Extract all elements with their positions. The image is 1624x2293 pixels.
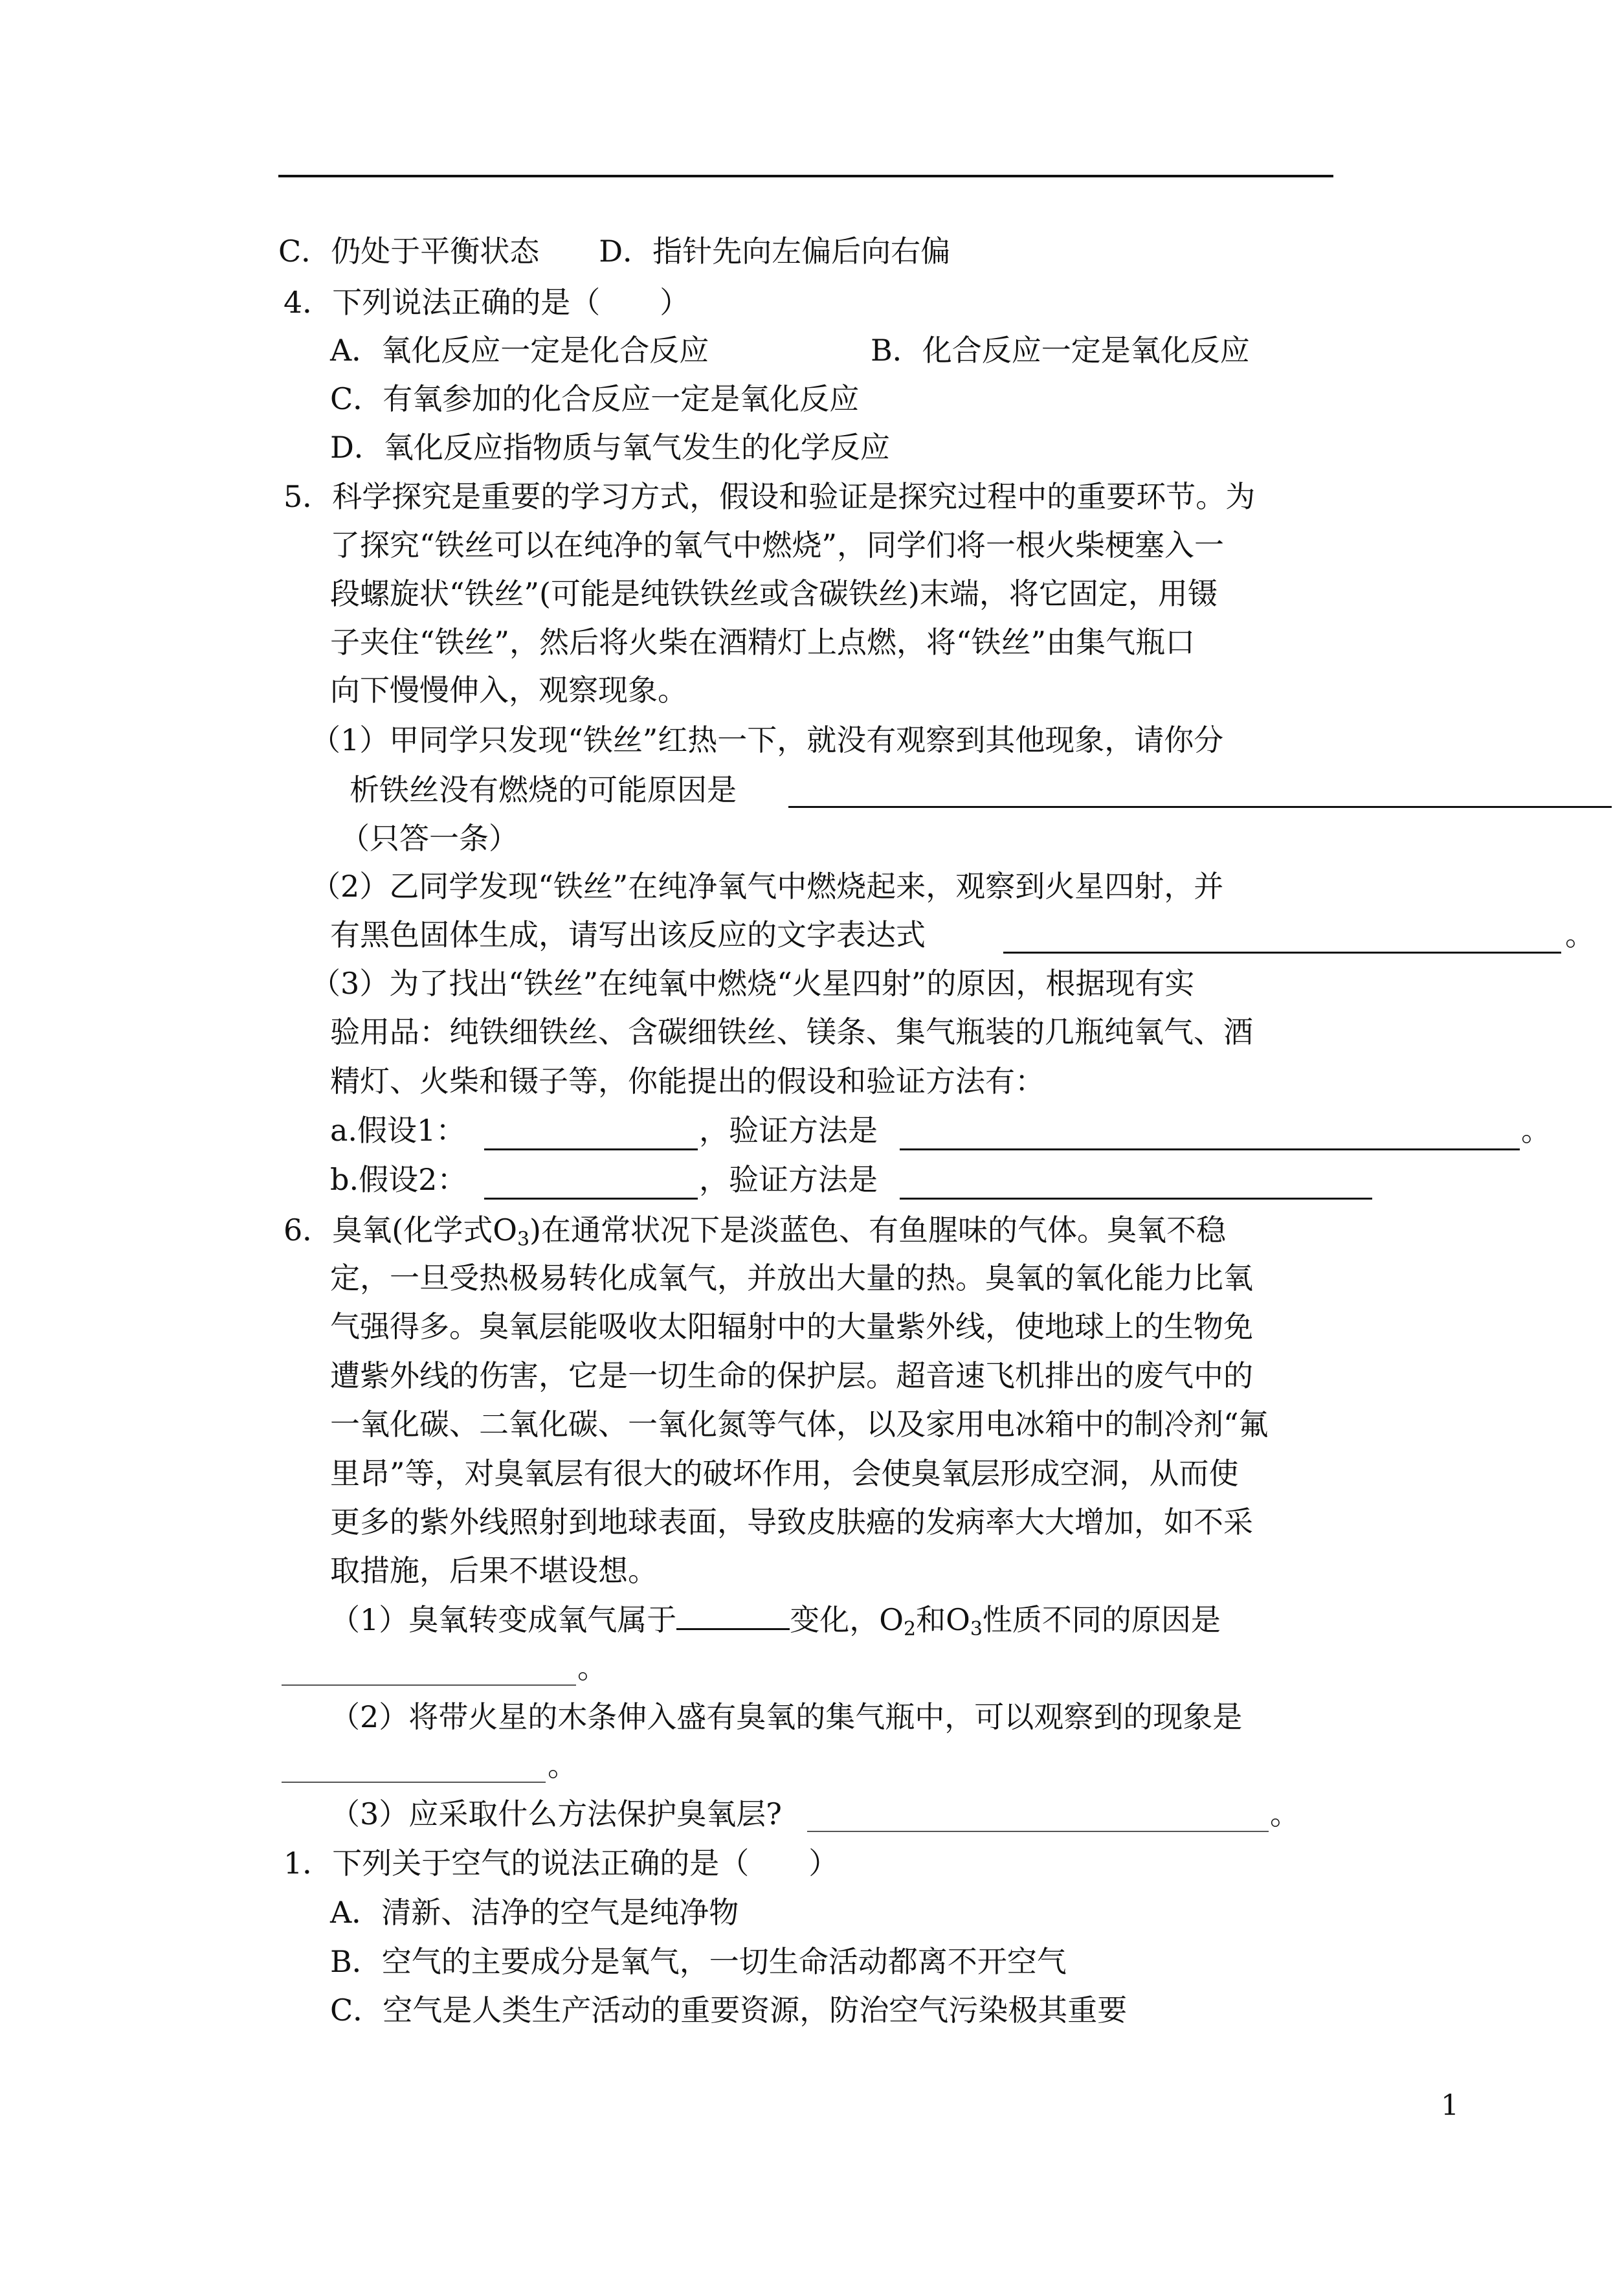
text-line: 有黑色固体生成，请写出该反应的文字表达式: [330, 917, 926, 952]
hypothesis-1-blank[interactable]: [484, 1129, 698, 1150]
text-line: 定，一旦受热极易转化成氧气，并放出大量的热。臭氧的氧化能力比氧: [330, 1260, 1253, 1295]
sub-question-2: （2）将带火星的木条伸入盛有臭氧的集气瓶中，可以观察到的现象是: [330, 1699, 1243, 1734]
hypothesis-2-label: b.假设2：: [330, 1162, 467, 1197]
text-line: 子夹住“铁丝”，然后将火柴在酒精灯上点燃，将“铁丝”由集气瓶口: [330, 625, 1196, 660]
hypothesis-2-blank[interactable]: [484, 1178, 698, 1200]
option-b: B．化合反应一定是氧化反应: [871, 333, 1250, 368]
text-line: 里昂”等，对臭氧层有很大的破坏作用，会使臭氧层形成空洞，从而使: [330, 1456, 1239, 1491]
text-line: 一氧化碳、二氧化碳、一氧化氮等气体，以及家用电冰箱中的制冷剂“氟: [330, 1407, 1269, 1442]
text-line: 取措施，后果不堪设想。: [330, 1553, 658, 1588]
text-line: 段螺旋状“铁丝”(可能是纯铁铁丝或含碳铁丝)末端，将它固定，用镊: [330, 576, 1218, 611]
option-a: A．清新、洁净的空气是纯净物: [330, 1895, 739, 1930]
option-d: D．氧化反应指物质与氧气发生的化学反应: [330, 430, 890, 465]
sub-question-1: （1）甲同学只发现“铁丝”红热一下，就没有观察到其他现象，请你分: [311, 722, 1224, 757]
option-a: A．氧化反应一定是化合反应: [330, 333, 709, 368]
option-c: C．有氧参加的化合反应一定是氧化反应: [330, 381, 860, 416]
method-2-blank[interactable]: [900, 1178, 1372, 1200]
sub-question-1: （1）臭氧转变成氧气属于 变化，$O_2$和$O_3$性质不同的原因是: [330, 1602, 1221, 1640]
method-2-label: ，验证方法是: [699, 1162, 878, 1197]
answer-blank[interactable]: [788, 787, 1612, 808]
answer-blank[interactable]: [676, 1609, 790, 1630]
text-line: 。: [548, 1748, 577, 1783]
method-1-label: ，验证方法是: [699, 1113, 878, 1148]
text-line: 。: [1565, 917, 1595, 952]
method-1-blank[interactable]: [900, 1129, 1520, 1150]
text-line: 精灯、火柴和镊子等，你能提出的假设和验证方法有：: [330, 1064, 1045, 1099]
text-line: 析铁丝没有燃烧的可能原因是: [350, 772, 737, 807]
text-line: 向下慢慢伸入，观察现象。: [330, 673, 687, 708]
option-c: C．空气是人类生产活动的重要资源，防治空气污染极其重要: [330, 1993, 1128, 2028]
text-line: 。: [577, 1650, 607, 1685]
page-number: 1: [1441, 2089, 1459, 2122]
answer-blank[interactable]: [282, 1762, 546, 1783]
answer-blank[interactable]: [807, 1811, 1269, 1832]
question-6-stem: 6．臭氧(化学式$O_3$)在通常状况下是淡蓝色、有鱼腥味的气体。臭氧不稳: [284, 1213, 1226, 1251]
answer-blank[interactable]: [1003, 932, 1561, 954]
text-line: 验用品：纯铁细铁丝、含碳细铁丝、镁条、集气瓶装的几瓶纯氧气、酒: [330, 1014, 1253, 1049]
text-line: 遭紫外线的伤害，它是一切生命的保护层。超音速飞机排出的废气中的: [330, 1358, 1253, 1393]
text-line: 气强得多。臭氧层能吸收太阳辐射中的大量紫外线，使地球上的生物免: [330, 1309, 1253, 1344]
text-line: C．仍处于平衡状态 D．指针先向左偏后向右偏: [278, 234, 951, 269]
sub-question-2: （2）乙同学发现“铁丝”在纯净氧气中燃烧起来，观察到火星四射，并: [311, 869, 1224, 904]
answer-blank[interactable]: [282, 1665, 576, 1686]
question-4-stem: 4．下列说法正确的是（ ）: [284, 285, 690, 320]
hypothesis-1-label: a.假设1：: [330, 1113, 466, 1148]
sub-question-3: （3）为了找出“铁丝”在纯氧中燃烧“火星四射”的原因，根据现有实: [311, 966, 1195, 1001]
question-1-stem: 1．下列关于空气的说法正确的是（ ）: [284, 1846, 839, 1881]
sub-question-3: （3）应采取什么方法保护臭氧层?: [330, 1796, 782, 1831]
text-line: 。: [1270, 1796, 1300, 1831]
text-line: 了探究“铁丝可以在纯净的氧气中燃烧”，同学们将一根火柴梗塞入一: [330, 528, 1225, 563]
text-line: 更多的紫外线照射到地球表面，导致皮肤癌的发病率大大增加，如不采: [330, 1504, 1253, 1539]
text-line: （只答一条）: [340, 821, 518, 856]
question-5-stem: 5．科学探究是重要的学习方式，假设和验证是探究过程中的重要环节。为: [284, 479, 1256, 514]
text-line: 。: [1521, 1113, 1551, 1148]
option-b: B．空气的主要成分是氧气，一切生命活动都离不开空气: [330, 1944, 1067, 1979]
header-rule: [278, 175, 1333, 177]
